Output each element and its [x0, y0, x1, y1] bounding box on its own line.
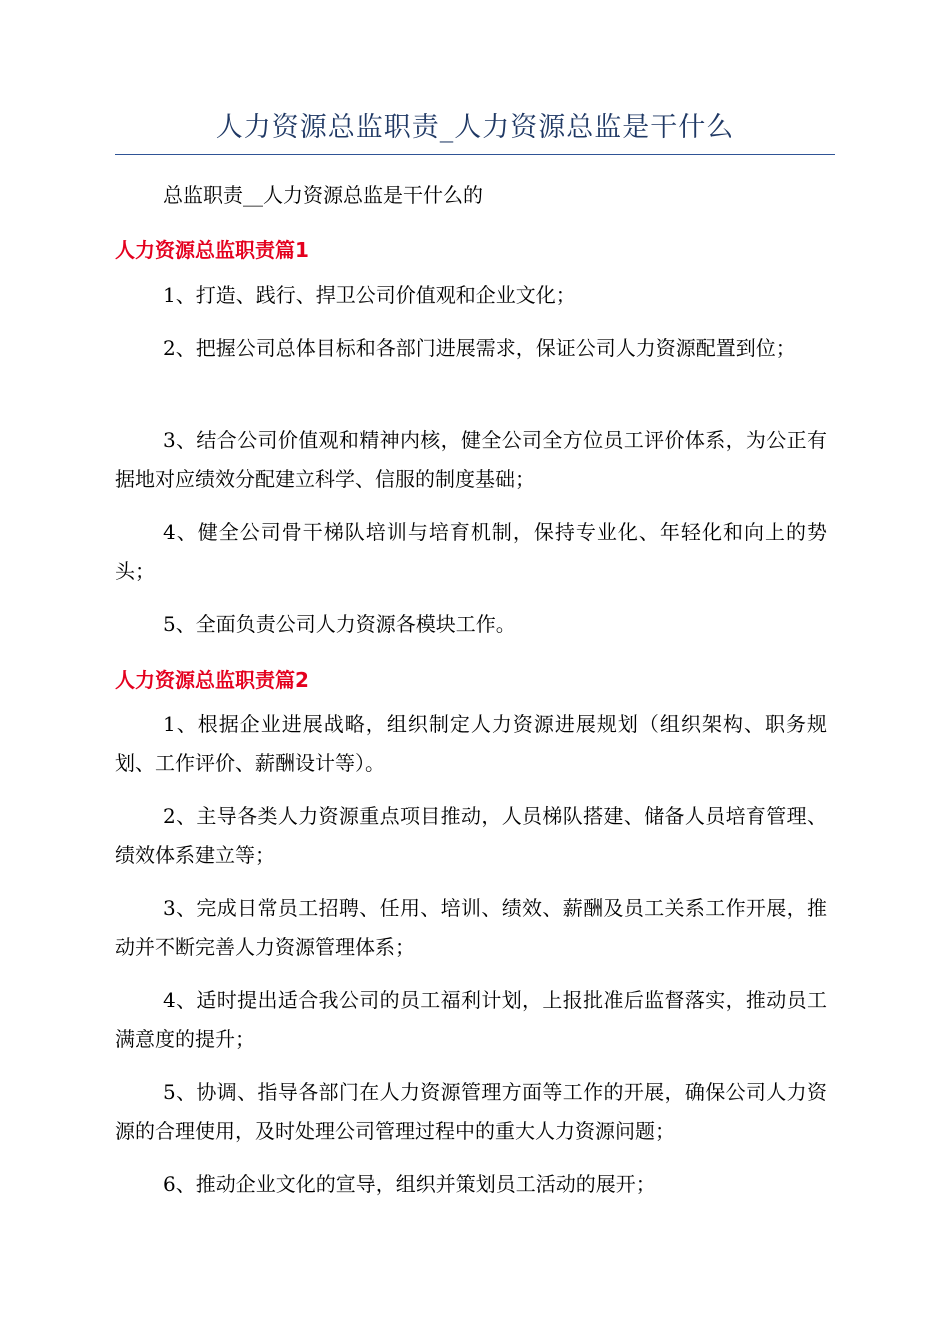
document-title: 人力资源总监职责_人力资源总监是干什么: [215, 112, 735, 143]
section-2-item-6: 6、推动企业文化的宣导，组织并策划员工活动的展开；: [163, 1172, 656, 1196]
section-2-item-5: 5、协调、指导各部门在人力资源管理方面等工作的开展，确保公司人力资源的合理使用，及时处理公司管理过程中的重大人力资源问题；: [115, 1080, 827, 1143]
section-1-item-5: 5、全面负责公司人力资源各模块工作。: [163, 612, 516, 636]
section-2-item-4: 4、适时提出适合我公司的员工福利计划，上报批准后监督落实，推动员工满意度的提升；: [115, 988, 827, 1051]
section-2-heading: 人力资源总监职责篇2: [115, 668, 309, 692]
title-underline: [115, 154, 835, 155]
section-2-item-1: 1、根据企业进展战略，组织制定人力资源进展规划（组织架构、职务规划、工作评价、薪酬设计等）。: [115, 712, 827, 775]
section-2-item-2: 2、主导各类人力资源重点项目推动，人员梯队搭建、储备人员培育管理、绩效体系建立等；: [115, 804, 827, 867]
section-1-heading: 人力资源总监职责篇1: [115, 238, 309, 262]
section-2-item-3: 3、完成日常员工招聘、任用、培训、绩效、薪酬及员工关系工作开展，推动并不断完善人力资源管理体系；: [115, 896, 827, 959]
section-1-item-4: 4、健全公司骨干梯队培训与培育机制，保持专业化、年轻化和向上的势头；: [115, 520, 827, 583]
section-1-item-3: 3、结合公司价值观和精神内核，健全公司全方位员工评价体系，为公正有据地对应绩效分配建立科学、信服的制度基础；: [115, 428, 827, 491]
intro-paragraph: 总监职责__人力资源总监是干什么的: [163, 183, 483, 207]
section-1-item-2: 2、把握公司总体目标和各部门进展需求，保证公司人力资源配置到位；: [163, 336, 796, 360]
section-1-item-1: 1、打造、践行、捍卫公司价值观和企业文化；: [163, 283, 576, 307]
